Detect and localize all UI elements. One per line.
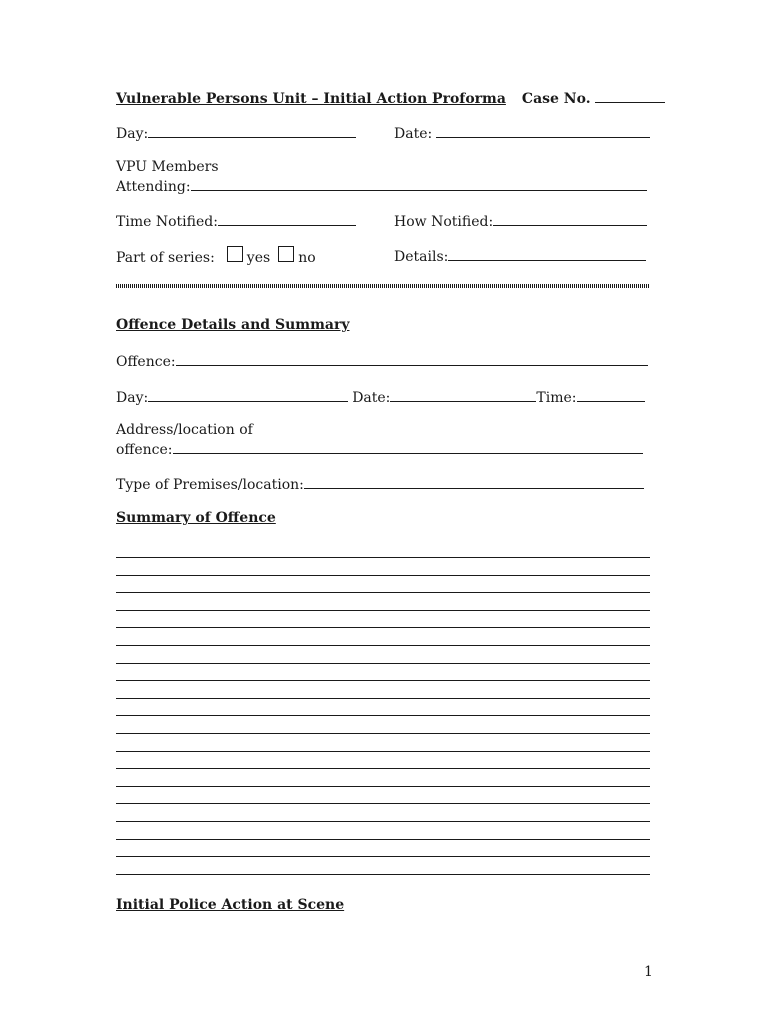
vpu-members-row: [116, 158, 219, 176]
offence-datetime-row: [116, 387, 645, 407]
offence-row: [116, 351, 648, 371]
title-row: [116, 88, 665, 108]
summary-line[interactable]: [116, 786, 650, 787]
day-field[interactable]: [148, 123, 356, 138]
summary-line[interactable]: [116, 698, 650, 699]
offence-time-label: Time:: [536, 390, 577, 406]
premises-row: [116, 474, 644, 494]
summary-line[interactable]: [116, 715, 650, 716]
summary-line[interactable]: [116, 856, 650, 857]
section-divider: [116, 284, 650, 288]
date-label: Date:: [394, 126, 433, 142]
series-no-checkbox[interactable]: [278, 246, 294, 262]
summary-line[interactable]: [116, 663, 650, 664]
summary-line[interactable]: [116, 821, 650, 822]
premises-label: Type of Premises/location:: [116, 477, 304, 493]
address-row-2: [116, 439, 643, 459]
series-no-label: no: [298, 250, 316, 266]
case-no-field[interactable]: [595, 88, 665, 103]
summary-line[interactable]: [116, 733, 650, 734]
day-label: Day:: [116, 126, 149, 142]
time-notified-row: [116, 211, 356, 231]
summary-line[interactable]: [116, 839, 650, 840]
time-notified-field[interactable]: [218, 211, 356, 226]
summary-line[interactable]: [116, 751, 650, 752]
attending-row: [116, 176, 647, 196]
offence-label: Offence:: [116, 354, 176, 370]
summary-line[interactable]: [116, 610, 650, 611]
address-label-1: Address/location of: [116, 422, 253, 438]
how-notified-label: How Notified:: [394, 214, 494, 230]
day-row: [116, 123, 356, 143]
police-action-heading: Initial Police Action at Scene: [116, 897, 345, 913]
summary-line[interactable]: [116, 645, 650, 646]
summary-line[interactable]: [116, 803, 650, 804]
page-number: 1: [644, 964, 653, 980]
address-field[interactable]: [173, 439, 643, 454]
form-title: Vulnerable Persons Unit – Initial Action Proforma: [116, 91, 506, 107]
date-field[interactable]: [436, 123, 650, 138]
summary-line[interactable]: [116, 557, 650, 558]
attending-field[interactable]: [191, 176, 647, 191]
offence-day-label: Day:: [116, 390, 149, 406]
how-notified-field[interactable]: [493, 211, 647, 226]
details-row: [394, 246, 646, 266]
summary-line[interactable]: [116, 874, 650, 875]
offence-details-heading: Offence Details and Summary: [116, 317, 350, 333]
offence-date-label: Date:: [352, 390, 391, 406]
summary-heading: Summary of Offence: [116, 510, 276, 526]
series-yes-checkbox[interactable]: [227, 246, 243, 262]
offence-field[interactable]: [176, 351, 648, 366]
summary-line[interactable]: [116, 575, 650, 576]
address-label-2: offence:: [116, 442, 173, 458]
time-notified-label: Time Notified:: [116, 214, 218, 230]
series-yes-label: yes: [246, 250, 271, 266]
case-no-label: Case No.: [521, 91, 591, 107]
details-label: Details:: [394, 249, 449, 265]
series-label: Part of series:: [116, 250, 215, 266]
how-notified-row: [394, 211, 647, 231]
address-row-1: [116, 421, 253, 439]
date-row: [394, 123, 650, 143]
summary-line[interactable]: [116, 592, 650, 593]
vpu-members-label: VPU Members: [116, 159, 219, 175]
summary-line[interactable]: [116, 627, 650, 628]
offence-day-field[interactable]: [148, 387, 348, 402]
offence-time-field[interactable]: [577, 387, 645, 402]
series-row: [116, 246, 316, 267]
details-field[interactable]: [448, 246, 646, 261]
offence-date-field[interactable]: [390, 387, 536, 402]
summary-line[interactable]: [116, 768, 650, 769]
attending-label: Attending:: [116, 179, 191, 195]
summary-line[interactable]: [116, 680, 650, 681]
premises-field[interactable]: [304, 474, 644, 489]
